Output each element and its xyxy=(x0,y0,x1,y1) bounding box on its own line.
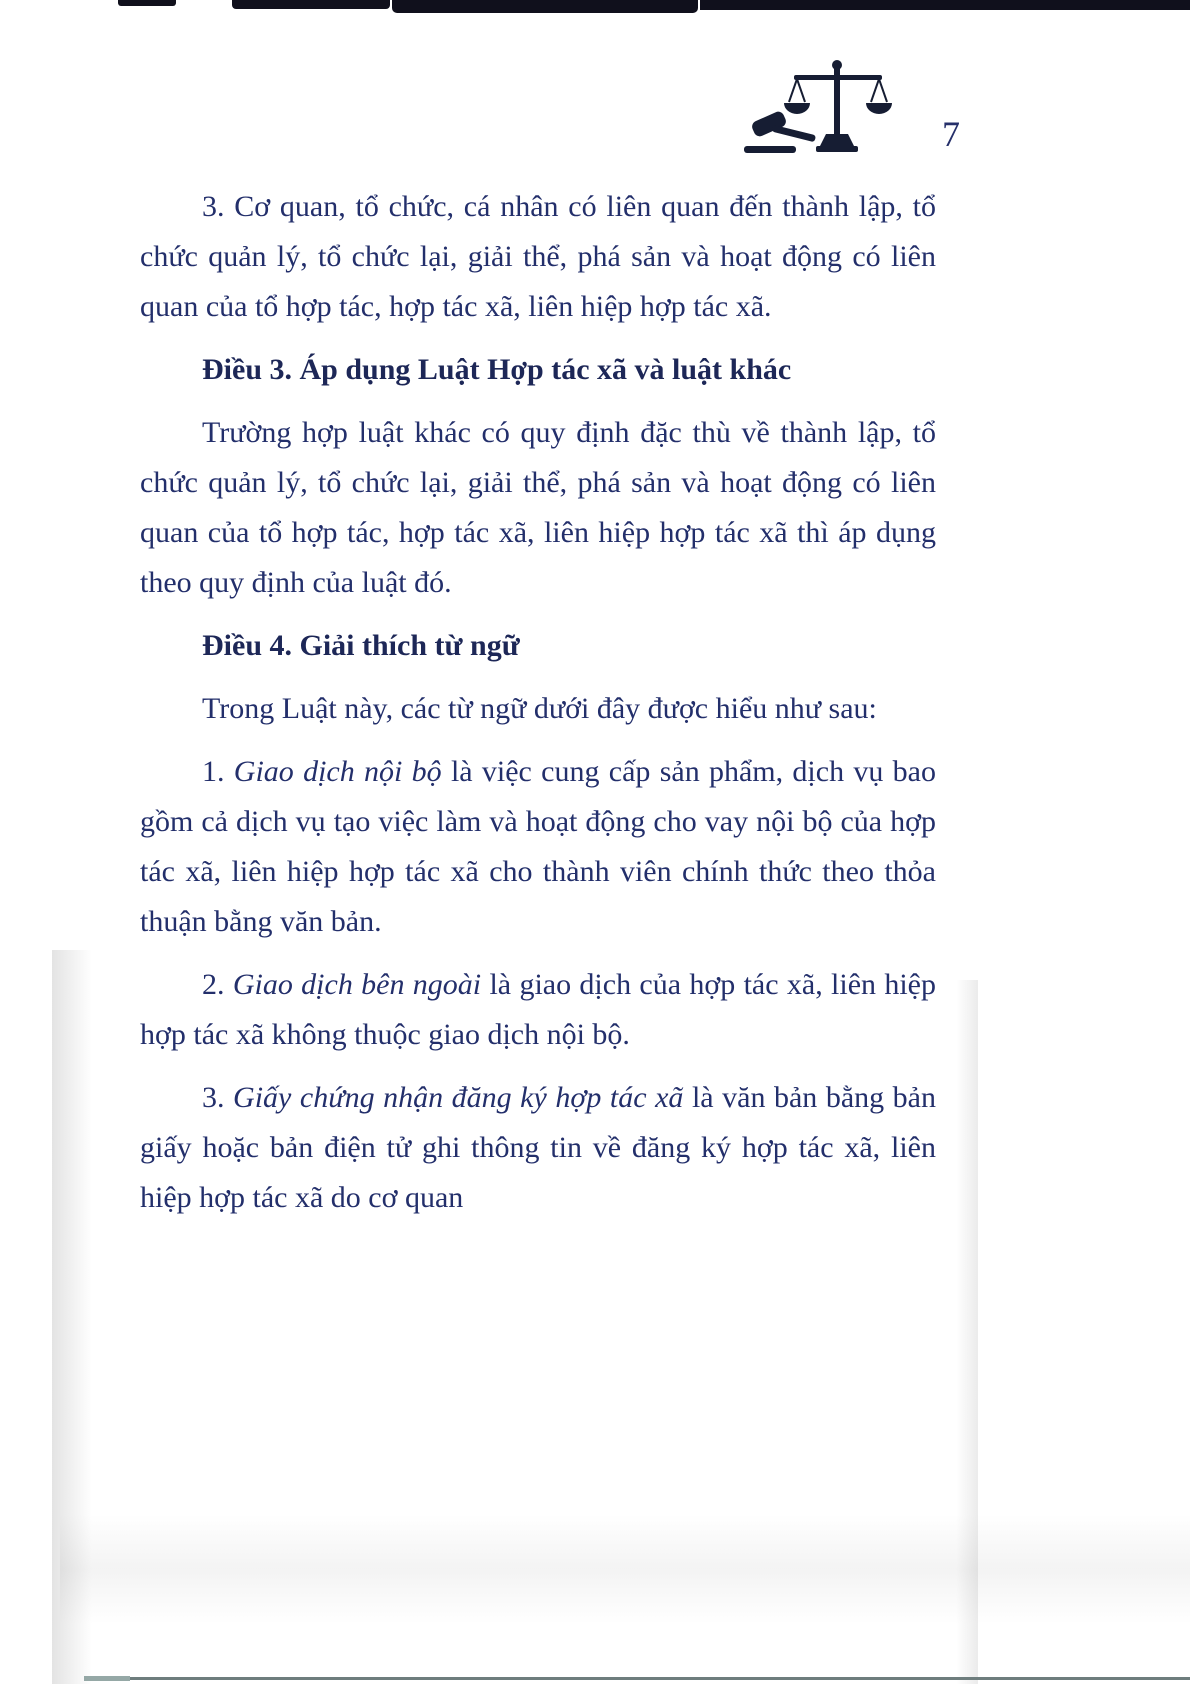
definition-3 xyxy=(140,1073,936,1223)
definition-1-text: là việc cung cấp sản phẩm, dịch vụ bao gồm cả dịch vụ tạo việc làm và hoạt động cho vay nội bộ của hợp tác xã, liên hiệp hợp tác xã cho thành viên chính thức theo thỏa thuận bằng văn bản. xyxy=(140,755,936,938)
definition-1-term: Giao dịch nội bộ xyxy=(233,755,442,788)
paragraph-article-4-intro: Trong Luật này, các từ ngữ dưới đây được hiểu như sau: xyxy=(202,692,877,725)
scan-artifact-bottom-accent xyxy=(84,1676,130,1681)
definition-2-number: 2. xyxy=(202,968,233,1001)
definition-2-term: Giao dịch bên ngoài xyxy=(232,968,482,1001)
scales-of-justice-icon xyxy=(734,58,894,158)
article-4-heading: Điều 4. Giải thích từ ngữ xyxy=(202,629,520,662)
paragraph-article-3-body: Trường hợp luật khác có quy định đặc thù về thành lập, tổ chức quản lý, tổ chức lại, giải thể, phá sản và hoạt động có liên quan của tổ hợp tác, hợp tác xã, liên hiệp hợp tác xã thì áp dụng theo quy định của luật đó. xyxy=(140,416,936,599)
text-block xyxy=(140,182,936,1236)
page-header xyxy=(734,58,960,158)
scan-artifact-top xyxy=(232,0,390,9)
definition-1 xyxy=(140,747,936,947)
article-3-heading: Điều 3. Áp dụng Luật Hợp tác xã và luật khác xyxy=(202,353,792,386)
page-edge-shadow-bottom xyxy=(60,1514,1190,1624)
definition-2 xyxy=(140,960,936,1060)
scan-artifact-bottom-line xyxy=(84,1677,1190,1680)
definition-2-text: là giao dịch của hợp tác xã, liên hiệp hợp tác xã không thuộc giao dịch nội bộ. xyxy=(140,968,936,1051)
definition-3-number: 3. xyxy=(202,1081,234,1114)
scan-artifact-top xyxy=(700,0,1190,10)
page-number: 7 xyxy=(942,114,960,154)
scan-artifact-top xyxy=(118,0,176,6)
definition-3-term: Giấy chứng nhận đăng ký hợp tác xã xyxy=(233,1081,684,1114)
definition-3-text: là văn bản bằng bản giấy hoặc bản điện tử ghi thông tin về đăng ký hợp tác xã, liên hiệp hợp tác xã do cơ quan xyxy=(140,1081,936,1214)
definition-1-number: 1. xyxy=(202,755,234,788)
scan-artifact-top xyxy=(392,0,698,13)
paragraph-scope-item-3: 3. Cơ quan, tổ chức, cá nhân có liên quan đến thành lập, tổ chức quản lý, tổ chức lại, giải thể, phá sản và hoạt động có liên quan của tổ hợp tác, hợp tác xã, liên hiệp hợp tác xã. xyxy=(140,190,936,323)
